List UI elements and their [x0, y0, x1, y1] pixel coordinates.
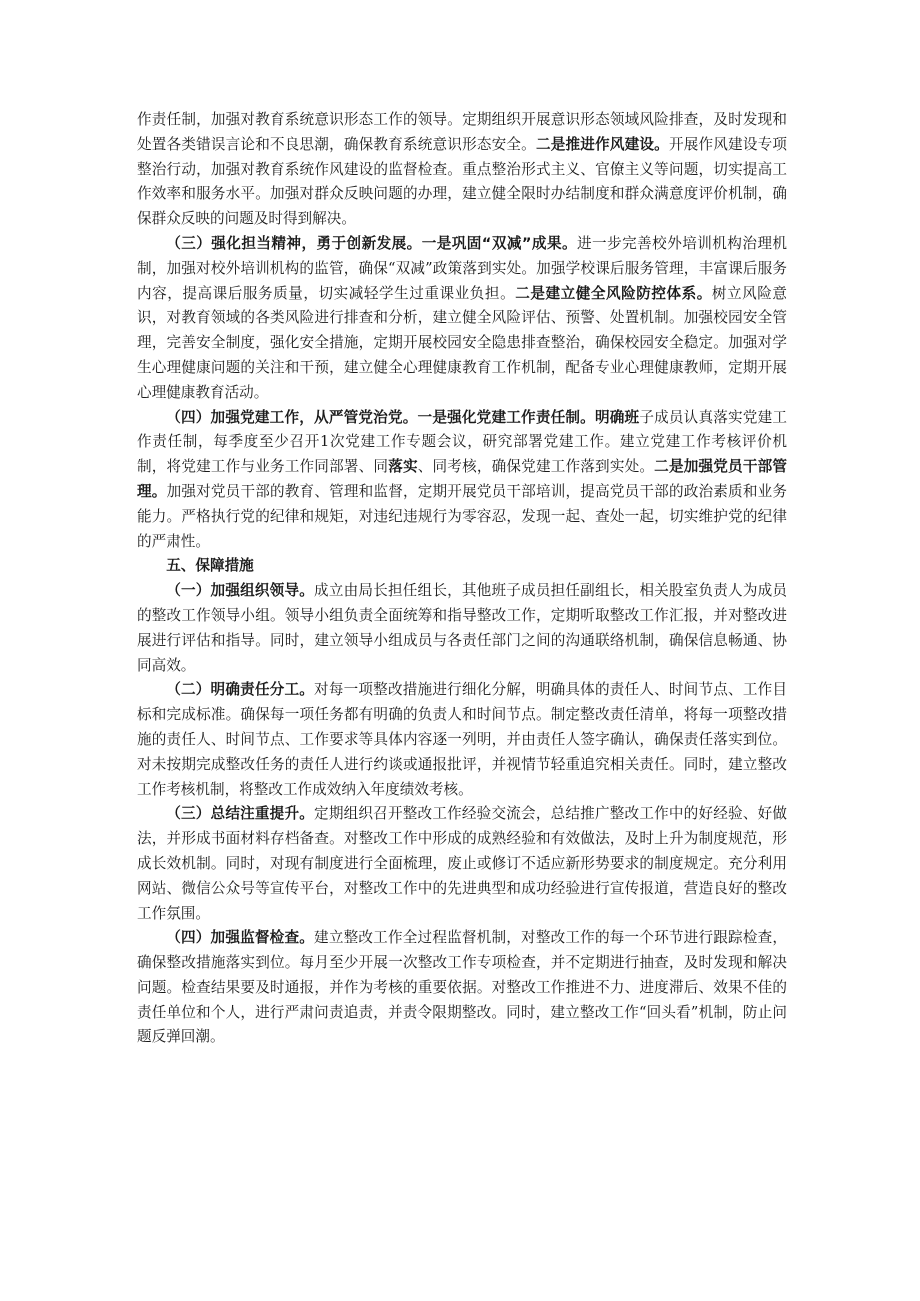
bold-lead: （三）强化担当精神，勇于创新发展。一是巩固“双减”成果。 — [166, 234, 578, 252]
paragraph-summary-improvement — [137, 802, 787, 926]
bold-lead: （一）加强组织领导。 — [166, 582, 315, 600]
paragraph-responsibility-division — [137, 678, 787, 802]
section-heading: 五、保障措施 — [166, 557, 254, 575]
document-body — [137, 108, 787, 1050]
paragraph-organization-leadership — [137, 579, 787, 678]
bold-lead: 二是建立健全风险防控体系。 — [515, 284, 712, 302]
bold-lead: （四）加强监督检查。 — [166, 929, 315, 947]
paragraph-text: 树立风险意识，对教育领域的各类风险进行排查和分析，建立健全风险评估、预警、处置机制。加强校园安全管理，完善安全制度，强化安全措施，定期开展校园安全隐患排查整治，确保校园安全稳定。加强对学生心理健康问题的关注和干预，建立健全心理健康教育工作机制，配备专业心理健康教师，定期开展心理健康教育活动。 — [137, 284, 787, 401]
paragraph-style-construction — [137, 108, 787, 232]
paragraph-text: 对每一项整改措施进行细化分解，明确具体的责任人、时间节点、工作目标和完成标准。确保每一项任务都有明确的负责人和时间节点。制定整改责任清单，将每一项整改措施的责任人、时间节点、工作要求等具体内容逐一列明，并由责任人签字确认，确保责任落实到位。对未按期完成整改任务的责任人进行约谈或通报批评，并视情节轻重追究相关责任。同时，建立整改工作考核机制，将整改工作成效纳入年度绩效考核。 — [137, 681, 787, 798]
bold-lead: 二是推进作风建设。 — [535, 135, 669, 153]
paragraph-responsibility-innovation — [137, 232, 787, 406]
bold-lead: （三）总结注重提升。 — [166, 805, 315, 823]
bold-inline: 落实 — [388, 458, 418, 476]
bold-lead: 二是加强党员干部管理。 — [137, 458, 787, 500]
paragraph-supervision-inspection — [137, 926, 787, 1050]
paragraph-text: 建立整改工作全过程监督机制，对整改工作的每一个环节进行跟踪检查，确保整改措施落实到位。每月至少开展一次整改工作专项检查，并不定期进行抽查，及时发现和解决问题。检查结果要及时通报，并作为考核的重要依据。对整改工作推进不力、进度滞后、效果不佳的责任单位和个人，进行严肃问责追责，并责令限期整改。同时，建立整改工作“回头看”机制，防止问题反弹回潮。 — [137, 929, 787, 1046]
paragraph-text: 、同考核，确保党建工作落到实处。 — [417, 458, 655, 476]
paragraph-text: 加强对党员干部的教育、管理和监督，定期开展党员干部培训，提高党员干部的政治素质和业务能力。严格执行党的纪律和规矩，对违纪违规行为零容忍，发现一起、查处一起，切实维护党的纪律的严肃性。 — [137, 482, 787, 550]
bold-lead: （二）明确责任分工。 — [166, 681, 315, 699]
paragraph-text: 作责任制，加强对教育系统意识形态工作的领导。定期组织开展意识形态领域风险排查，及时发现和处置各类错误言论和不良思潮，确保教育系统意识形态安全。 — [137, 111, 787, 153]
bold-lead: （四）加强党建工作，从严管党治党。一是强化党建工作责任制。明确班 — [166, 408, 640, 426]
paragraph-text: 子成员认真落实党建工作责任制，每季度至少召开1次党建工作专题会议，研究部署党建工作。建立党建工作考核评价机制，将党建工作与业务工作同部署、同 — [137, 408, 787, 476]
paragraph-text: 开展作风建设专项整治行动，加强对教育系统作风建设的监督检查。重点整治形式主义、官僚主义等问题，切实提高工作效率和服务水平。加强对群众反映问题的办理，建立健全限时办结制度和群众满意度评价机制，确保群众反映的问题及时得到解决。 — [137, 135, 787, 228]
paragraph-text: 进一步完善校外培训机构治理机制，加强对校外培训机构的监管，确保“双减”政策落到实处。加强学校课后服务管理，丰富课后服务内容，提高课后服务质量，切实减轻学生过重课业负担。 — [137, 234, 787, 302]
paragraph-text: 定期组织召开整改工作经验交流会，总结推广整改工作中的好经验、好做法，并形成书面材料存档备查。对整改工作中形成的成熟经验和有效做法，及时上升为制度规范，形成长效机制。同时，对现有制度进行全面梳理，废止或修订不适应新形势要求的制度规定。充分利用网站、微信公众号等宣传平台，对整改工作中的先进典型和成功经验进行宣传报道，营造良好的整改工作氛围。 — [137, 805, 787, 922]
paragraph-party-building — [137, 406, 787, 555]
paragraph-text: 成立由局长担任组长，其他班子成员担任副组长，相关股室负责人为成员的整改工作领导小组。领导小组负责全面统筹和指导整改工作，定期听取整改工作汇报，并对整改进展进行评估和指导。同时，建立领导小组成员与各责任部门之间的沟通联络机制，确保信息畅通、协同高效。 — [137, 582, 787, 674]
